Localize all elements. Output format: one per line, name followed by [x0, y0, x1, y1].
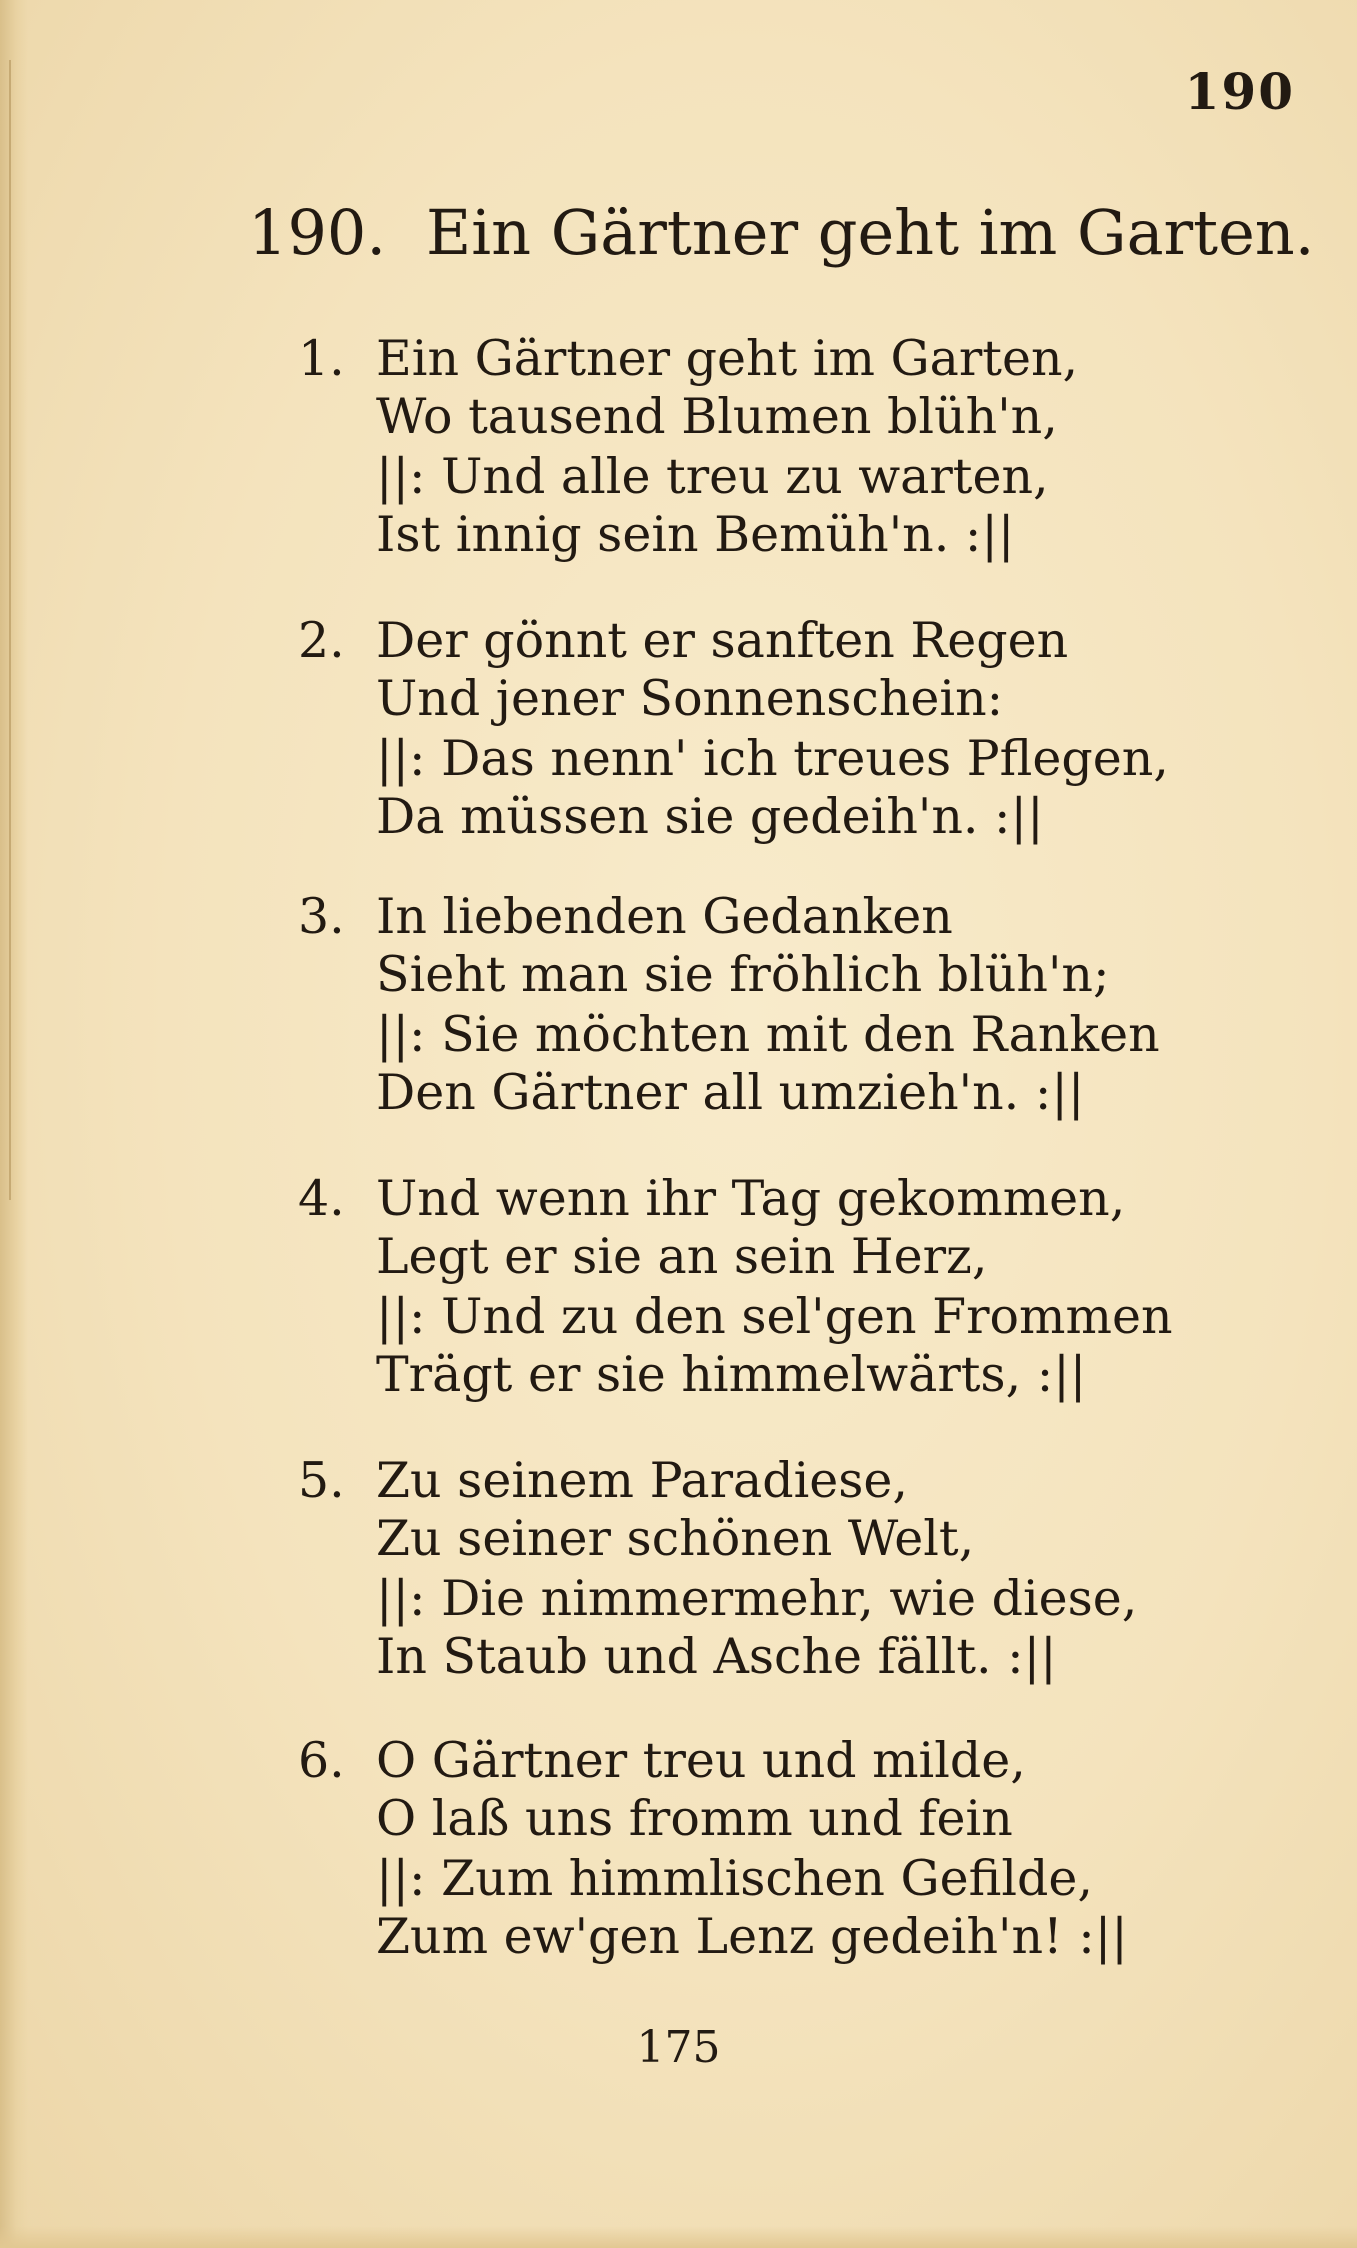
running-hymn-number: 190 [1184, 62, 1295, 121]
stanza-line: ||: Und zu den sel'gen Frommen [376, 1288, 1173, 1345]
stanza-line: Legt er sie an sein Herz, [376, 1228, 988, 1285]
stanza-line: In liebenden Gedanken [376, 888, 953, 945]
stanza-line: In Staub und Asche fällt. :|| [376, 1628, 1057, 1685]
stanza-line: Ist innig sein Bemüh'n. :|| [376, 506, 1015, 563]
stanza-line: Zum ew'gen Lenz gedeih'n! :|| [376, 1908, 1128, 1965]
stanza-line: ||: Das nenn' ich treues Pflegen, [376, 730, 1169, 787]
stanza-number: 4. [298, 1170, 345, 1227]
stanza-line: Den Gärtner all umzieh'n. :|| [376, 1064, 1085, 1121]
stanza-number: 5. [298, 1452, 345, 1509]
stanza-line: Zu seinem Paradiese, [376, 1452, 908, 1509]
stanza-number: 6. [298, 1732, 345, 1789]
stanza-line: Trägt er sie himmelwärts, :|| [376, 1346, 1087, 1403]
stanza-line: ||: Die nimmermehr, wie diese, [376, 1570, 1138, 1627]
stanza-line: O laß uns fromm und fein [376, 1790, 1013, 1847]
stanza-line: Zu seiner schönen Welt, [376, 1510, 975, 1567]
page-number: 175 [636, 2022, 721, 2073]
stanza-line: Ein Gärtner geht im Garten, [376, 330, 1079, 387]
stanza-number: 2. [298, 612, 345, 669]
stanza-line: O Gärtner treu und milde, [376, 1732, 1026, 1789]
stanza-number: 1. [298, 330, 345, 387]
stanza-number: 3. [298, 888, 345, 945]
stanza-line: Sieht man sie fröhlich blüh'n; [376, 946, 1110, 1003]
stanza-line: Und wenn ihr Tag gekommen, [376, 1170, 1126, 1227]
stanza-line: ||: Und alle treu zu warten, [376, 448, 1049, 505]
stanza-line: Wo tausend Blumen blüh'n, [376, 388, 1058, 445]
stanza-line: ||: Sie möchten mit den Ranken [376, 1006, 1160, 1063]
book-spine-shadow [0, 0, 28, 2248]
hymn-title [248, 196, 1315, 269]
stanza-line: Und jener Sonnenschein: [376, 670, 1004, 727]
page-bottom-edge [0, 2226, 1357, 2248]
stanza-line: Der gönnt er sanften Regen [376, 612, 1069, 669]
hymn-title-text: Ein Gärtner geht im Garten. [426, 196, 1315, 269]
stanza-line: ||: Zum himmlischen Gefilde, [376, 1850, 1093, 1907]
hymn-title-number: 190. [248, 196, 387, 269]
stanza-line: Da müssen sie gedeih'n. :|| [376, 788, 1044, 845]
spine-fold-line [9, 60, 11, 1200]
